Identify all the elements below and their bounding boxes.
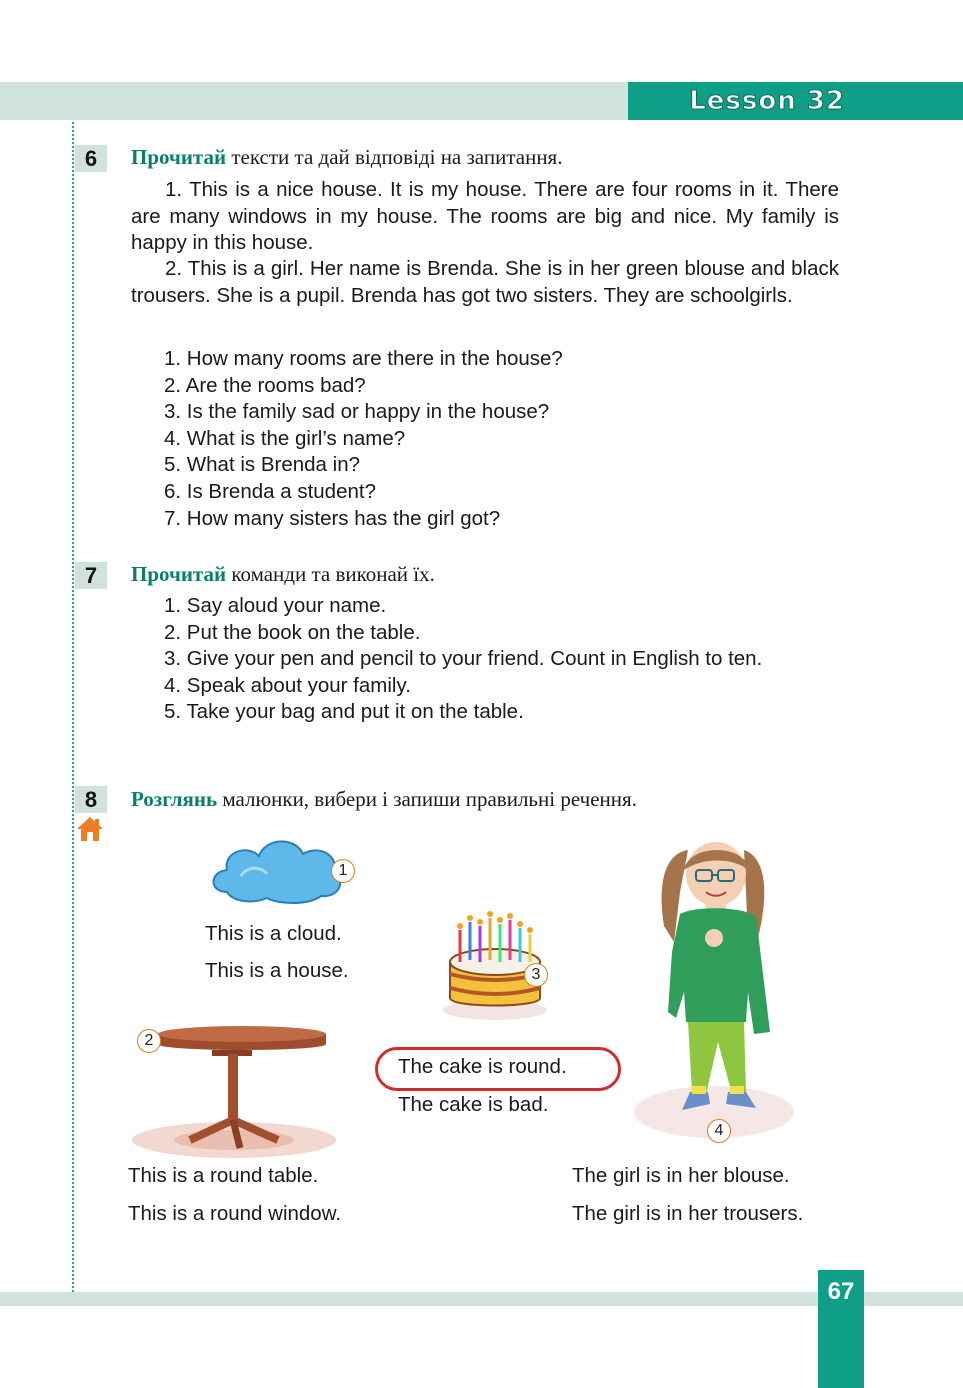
command-item: 4. Speak about your family.	[164, 673, 411, 697]
exercise-6-instruction	[131, 145, 562, 170]
exercise-7-commands	[164, 593, 839, 726]
cloud-picture	[207, 830, 347, 910]
girl-picture	[618, 842, 808, 1158]
question-item: 3. Is the family sad or happy in the house?	[164, 400, 550, 424]
text-1-content: 1. This is a nice house. It is my house. There are four rooms in it. There are many windows in my house. The rooms are big and nice. My family is happy in this house.	[131, 178, 839, 254]
exercise-6-text-1	[131, 177, 839, 257]
picture-number-3: 3	[524, 963, 548, 987]
picture-number-2: 2	[137, 1029, 161, 1053]
question-item: 5. What is Brenda in?	[164, 453, 360, 477]
lesson-title: Lesson 32	[689, 86, 845, 116]
home-icon	[76, 816, 104, 842]
exercise-8-instruction	[131, 787, 637, 812]
exercise-8-number: 8	[75, 786, 107, 813]
margin-dotted-line	[72, 122, 74, 1292]
picture-3-option-1: The cake is round.	[398, 1055, 567, 1078]
question-item: 2. Are the rooms bad?	[164, 373, 366, 397]
command-item: 2. Put the book on the table.	[164, 620, 421, 644]
exercise-6-text-2	[131, 256, 839, 309]
question-item: 6. Is Brenda a student?	[164, 479, 376, 503]
command-item: 5. Take your bag and put it on the table.	[164, 700, 524, 724]
picture-4-option-2: The girl is in her trousers.	[572, 1202, 804, 1225]
text-2-content: 2. This is a girl. Her name is Brenda. She is in her green blouse and black trousers. She is a pupil. Brenda has got two sisters. They are schoolgirls.	[131, 257, 839, 307]
instruction-verb: Прочитай	[131, 562, 227, 586]
picture-number-1: 1	[331, 859, 355, 883]
picture-1-option-1: This is a cloud.	[205, 922, 342, 945]
command-item: 3. Give your pen and pencil to your friend. Count in English to ten.	[164, 647, 763, 671]
question-item: 1. How many rooms are there in the house?	[164, 347, 563, 370]
exercise-6-questions	[164, 346, 563, 532]
exercise-6-number: 6	[75, 145, 107, 172]
instruction-text: малюнки, вибери і запиши правильні речення.	[217, 787, 637, 811]
picture-2-option-1: This is a round table.	[128, 1164, 319, 1187]
picture-2-option-2: This is a round window.	[128, 1202, 342, 1225]
instruction-verb: Прочитай	[131, 145, 227, 169]
picture-1-option-2: This is a house.	[205, 959, 349, 982]
exercise-7-instruction	[131, 562, 435, 587]
question-item: 4. What is the girl’s name?	[164, 426, 406, 450]
instruction-text: команди та виконай їх.	[226, 562, 435, 586]
picture-number-4: 4	[707, 1119, 731, 1143]
command-item: 1. Say aloud your name.	[164, 594, 387, 617]
question-item: 7. How many sisters has the girl got?	[164, 506, 501, 530]
exercise-7-number: 7	[75, 562, 107, 589]
instruction-verb: Розглянь	[131, 787, 218, 811]
picture-3-option-2: The cake is bad.	[398, 1093, 549, 1116]
instruction-text: тексти та дай відповіді на запитання.	[226, 145, 563, 169]
picture-4-option-1: The girl is in her blouse.	[572, 1164, 790, 1187]
page-number: 67	[827, 1278, 855, 1305]
